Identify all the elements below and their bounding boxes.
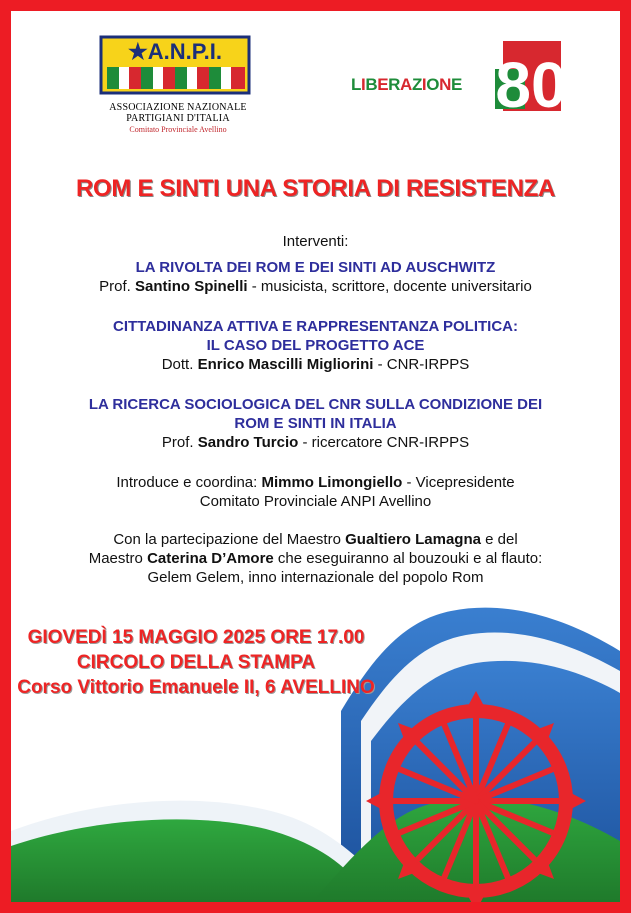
- talk-3-speaker-name: Sandro Turcio: [197, 434, 299, 451]
- liberazione-number: 80: [495, 49, 567, 115]
- liberazione-80-emblem-icon: [493, 39, 569, 115]
- event-date: GIOVEDÌ 15 MAGGIO 2025 ORE 17.00: [27, 627, 365, 648]
- talk-2-title-line2: IL CASO DEL PROGETTO ACE: [206, 337, 425, 354]
- interventions-label: Interventi:: [282, 233, 349, 250]
- romani-flag-art: [11, 11, 620, 902]
- anpi-emblem-icon: [99, 35, 257, 97]
- event-info: [11, 625, 381, 700]
- talk-3-title-line2: ROM E SINTI IN ITALIA: [234, 415, 397, 432]
- participation-line1: Con la partecipazione del Maestro Gualtiero Lamagna e del: [113, 531, 518, 548]
- talk-3: [11, 395, 620, 452]
- event-venue: CIRCOLO DELLA STAMPA: [76, 652, 316, 673]
- participation-line3: Gelem Gelem, inno internazionale del popolo Rom: [147, 569, 484, 586]
- musician-1-name: Gualtiero Lamagna: [345, 531, 481, 548]
- moderator-name: Mimmo Limongiello: [261, 474, 403, 491]
- musician-2-name: Caterina D’Amore: [147, 550, 274, 567]
- event-address: Corso Vittorio Emanuele II, 6 AVELLINO: [17, 677, 375, 698]
- participation: [11, 530, 620, 587]
- talk-2-speaker: Dott. Enrico Mascilli Migliorini - CNR-IRPPS: [161, 356, 470, 373]
- moderator-line1: Introduce e coordina: Mimmo Limongiello - Vicepresidente: [116, 474, 515, 491]
- anpi-star-text: ★A.N.P.I.: [128, 39, 222, 64]
- talk-3-speaker: Prof. Sandro Turcio - ricercatore CNR-IRPPS: [161, 434, 470, 451]
- talk-1-speaker-name: Santino Spinelli: [135, 278, 248, 295]
- anpi-name-line2: PARTIGIANI D'ITALIA: [126, 113, 230, 124]
- participation-line2: Maestro Caterina D’Amore che eseguiranno al bouzouki e al flauto:: [88, 550, 543, 567]
- moderator-line2: Comitato Provinciale ANPI Avellino: [199, 493, 432, 510]
- talk-2-title-line1: CITTADINANZA ATTIVA E RAPPRESENTANZA POLITICA:: [113, 318, 518, 335]
- page-title: ROM E SINTI UNA STORIA DI RESISTENZA: [75, 175, 555, 202]
- talk-3-title-line1: LA RICERCA SOCIOLOGICA DEL CNR SULLA CONDIZIONE DEI: [88, 396, 543, 413]
- anpi-name-line1: ASSOCIAZIONE NAZIONALE: [109, 102, 247, 113]
- anpi-logo: [99, 35, 257, 135]
- anpi-committee: Comitato Provinciale Avellino: [129, 125, 227, 134]
- moderator: [11, 473, 620, 511]
- talk-1-speaker: Prof. Santino Spinelli - musicista, scrittore, docente universitario: [99, 278, 532, 295]
- talk-2: [11, 317, 620, 374]
- talk-1-title: LA RIVOLTA DEI ROM E DEI SINTI AD AUSCHWITZ: [135, 259, 496, 276]
- talk-2-speaker-name: Enrico Mascilli Migliorini: [197, 356, 374, 373]
- poster: [11, 11, 620, 902]
- talk-1: [11, 258, 620, 296]
- liberazione-word: LIBERAZIONE: [351, 75, 462, 94]
